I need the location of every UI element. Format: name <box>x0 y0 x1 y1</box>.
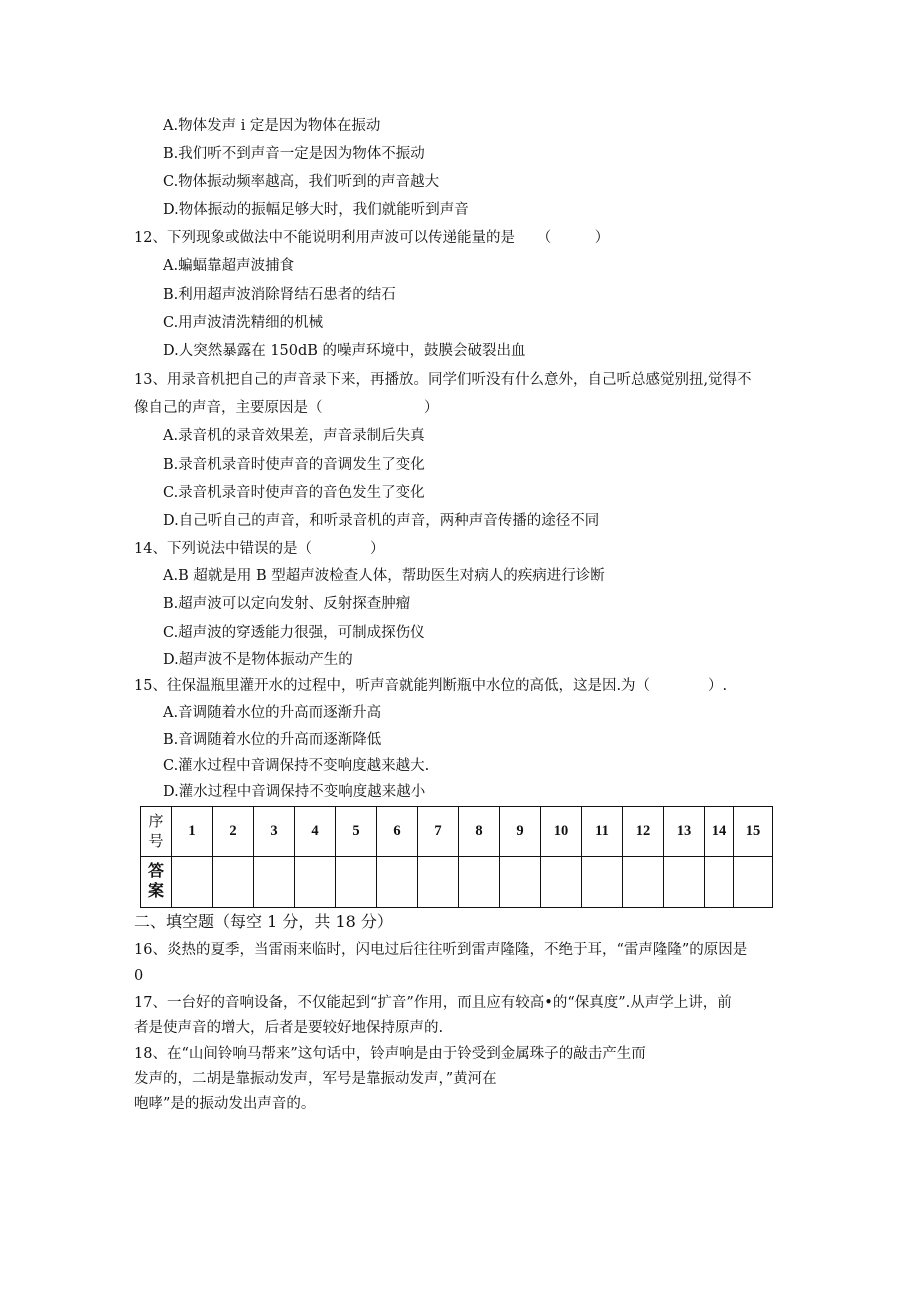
answer-cell[interactable] <box>377 857 418 908</box>
answer-cell[interactable] <box>459 857 500 908</box>
q13-option-a: A.录音机的录音效果差，声音录制后失真 <box>163 428 425 444</box>
number-header-char-1: 序 <box>148 813 164 830</box>
q16-line1: 16、炎热的夏季，当雷雨来临时，闪电过后往往听到雷声隆隆，不绝于耳，“雷声隆隆”的原因是 <box>134 942 748 958</box>
q13-option-b: B.录音机录音时使声音的音调发生了变化 <box>163 457 425 473</box>
q14-option-c: C.超声波的穿透能力很强，可制成探伤仪 <box>163 625 425 641</box>
answer-cell[interactable] <box>172 857 213 908</box>
answer-header-cell <box>141 857 172 908</box>
answer-cell[interactable] <box>336 857 377 908</box>
q11-option-d: D.物体振动的振幅足够大时，我们就能听到声音 <box>163 202 469 218</box>
q16-line2: 0 <box>134 968 144 984</box>
q17-line1: 17、一台好的音响设备，不仅能起到“扩音”作用，而且应有较高•的“保真度”.从声学上讲，前 <box>134 995 732 1011</box>
q12-option-d: D.人突然暴露在 150dB 的噪声环境中，鼓膜会破裂出血 <box>163 343 526 359</box>
answer-header-char-1: 答 <box>147 863 164 880</box>
question-number-cell: 4 <box>295 807 336 857</box>
q14-stem: 14、下列说法中错误的是（ ） <box>134 541 385 557</box>
q13-option-c: C.录音机录音时使声音的音色发生了变化 <box>163 485 425 501</box>
answer-cell[interactable] <box>500 857 541 908</box>
q18-line3: 咆哮”是的振动发出声音的。 <box>134 1096 316 1112</box>
question-number-cell: 11 <box>582 807 623 857</box>
answer-cell[interactable] <box>623 857 664 908</box>
q13-stem-line1: 13、用录音机把自己的声音录下来，再播放。同学们听没有什么意外，自己听总感觉别扭,觉得不 <box>134 372 752 388</box>
answer-table-number-row <box>141 807 773 857</box>
q14-option-a: A.B 超就是用 B 型超声波检查人体，帮助医生对病人的疾病进行诊断 <box>163 568 605 584</box>
q11-option-a: A.物体发声 i 定是因为物体在振动 <box>163 118 381 134</box>
question-number-cell: 10 <box>541 807 582 857</box>
answer-cell[interactable] <box>734 857 773 908</box>
q12-option-a: A.蝙蝠靠超声波捕食 <box>163 258 295 274</box>
q15-option-c: C.灌水过程中音调保持不变响度越来越大. <box>163 758 430 774</box>
answer-cell[interactable] <box>213 857 254 908</box>
question-number-cell: 9 <box>500 807 541 857</box>
q15-stem: 15、往保温瓶里灌开水的过程中，听声音就能判断瓶中水位的高低，这是因.为（ ）. <box>134 678 728 694</box>
answer-cell[interactable] <box>418 857 459 908</box>
answer-cell[interactable] <box>664 857 705 908</box>
question-number-cell: 15 <box>734 807 773 857</box>
q14-option-b: B.超声波可以定向发射、反射探查肿瘤 <box>163 596 411 612</box>
q17-line2: 者是使声音的增大，后者是要较好地保持原声的. <box>134 1020 444 1036</box>
q15-option-d: D.灌水过程中音调保持不变响度越来越小 <box>163 784 426 800</box>
q18-line1: 18、在“山间铃响马帮来”这句话中，铃声响是由于铃受到金属珠子的敲击产生而 <box>134 1046 646 1062</box>
section2-title: 二、填空题（每空 1 分，共 18 分） <box>134 912 393 931</box>
question-number-cell: 1 <box>172 807 213 857</box>
question-number-cell: 3 <box>254 807 295 857</box>
question-number-cell: 2 <box>213 807 254 857</box>
question-number-cell: 6 <box>377 807 418 857</box>
q13-option-d: D.自己听自己的声音，和听录音机的声音，两种声音传播的途径不同 <box>163 513 600 529</box>
q13-stem-line2: 像自己的声音，主要原因是（ ） <box>134 400 439 416</box>
answer-cell[interactable] <box>541 857 582 908</box>
q18-line2: 发声的，二胡是靠振动发声，军号是靠振动发声，”黄河在 <box>134 1071 497 1087</box>
q12-option-c: C.用声波清洗精细的机械 <box>163 315 324 331</box>
answer-cell[interactable] <box>254 857 295 908</box>
q14-option-d: D.超声波不是物体振动产生的 <box>163 652 353 668</box>
q11-option-c: C.物体振动频率越高，我们听到的声音越大 <box>163 174 440 190</box>
question-number-cell: 14 <box>705 807 734 857</box>
q15-option-a: A.音调随着水位的升高而逐渐升高 <box>163 705 382 721</box>
number-header-cell <box>141 807 172 857</box>
q12-option-b: B.利用超声波消除肾结石患者的结石 <box>163 287 396 303</box>
q12-stem: 12、下列现象或做法中不能说明利用声波可以传递能量的是 （ ） <box>134 230 610 246</box>
answer-table <box>140 806 773 908</box>
answer-cell[interactable] <box>582 857 623 908</box>
question-number-cell: 12 <box>623 807 664 857</box>
q11-option-b: B.我们听不到声音一定是因为物体不振动 <box>163 146 425 162</box>
answer-cell[interactable] <box>295 857 336 908</box>
q15-option-b: B.音调随着水位的升高而逐渐降低 <box>163 732 382 748</box>
question-number-cell: 7 <box>418 807 459 857</box>
answer-header-char-2: 案 <box>147 883 164 900</box>
number-header-char-2: 号 <box>148 833 164 850</box>
question-number-cell: 5 <box>336 807 377 857</box>
answer-cell[interactable] <box>705 857 734 908</box>
answer-table-answer-row <box>141 857 773 908</box>
question-number-cell: 13 <box>664 807 705 857</box>
question-number-cell: 8 <box>459 807 500 857</box>
